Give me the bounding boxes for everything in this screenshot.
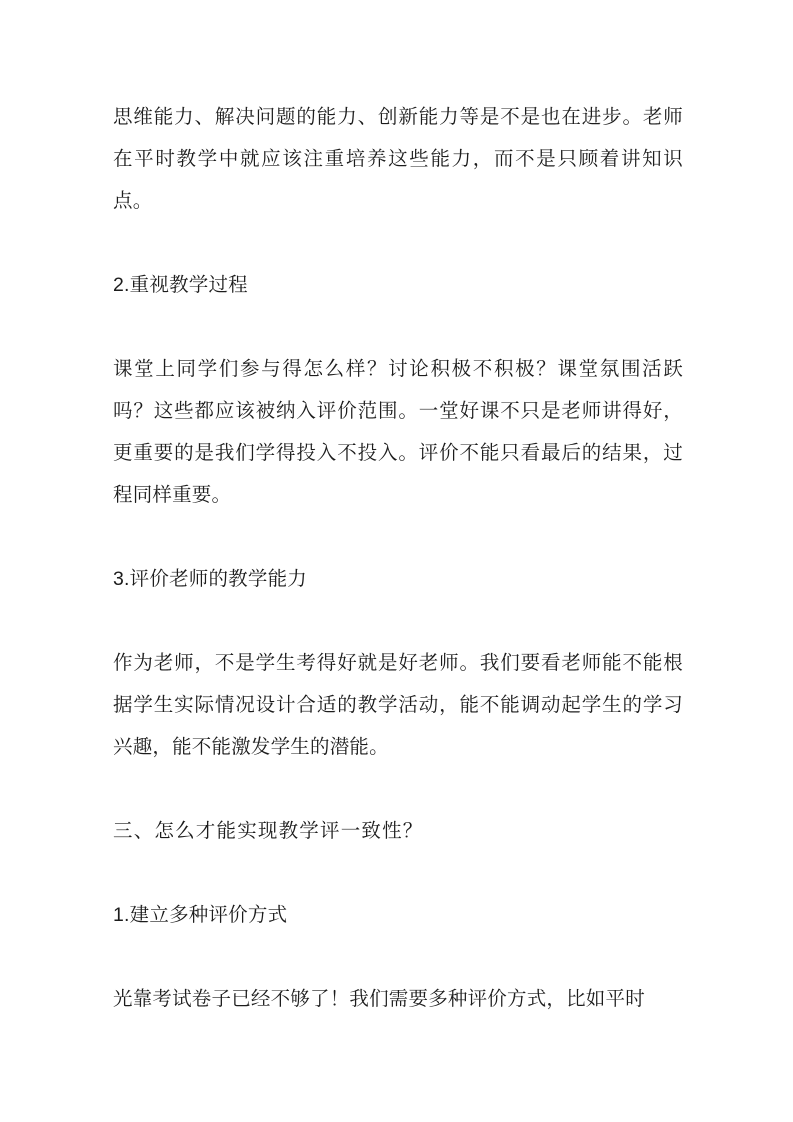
paragraph-teacher-evaluation: 作为老师，不是学生考得好就是好老师。我们要看老师能不能根据学生实际情况设计合适的教学活动，能不能调动起学生的学习兴趣，能不能激发学生的潜能。 bbox=[113, 652, 683, 758]
spacer bbox=[113, 516, 683, 558]
heading-3-teacher-ability: 3.评价老师的教学能力 bbox=[113, 568, 307, 590]
spacer bbox=[113, 852, 683, 894]
heading-2-teaching-process: 2.重视教学过程 bbox=[113, 274, 248, 296]
spacer bbox=[113, 222, 683, 264]
spacer bbox=[113, 768, 683, 810]
paragraph-beyond-exams: 光靠考试卷子已经不够了！我们需要多种评价方式，比如平时 bbox=[113, 988, 645, 1010]
paragraph-classroom-participation: 课堂上同学们参与得怎么样？讨论积极不积极？课堂氛围活跃吗？这些都应该被纳入评价范围。一堂好课不只是老师讲得好，更重要的是我们学得投入不投入。评价不能只看最后的结果，过程同样重要。 bbox=[113, 358, 683, 506]
spacer bbox=[113, 936, 683, 978]
spacer bbox=[113, 600, 683, 642]
document-body bbox=[113, 96, 683, 1020]
paragraph-thinking-abilities: 思维能力、解决问题的能力、创新能力等是不是也在进步。老师在平时教学中就应该注重培养这些能力，而不是只顾着讲知识点。 bbox=[113, 106, 683, 212]
heading-1-multiple-methods: 1.建立多种评价方式 bbox=[113, 904, 288, 926]
section-heading-three: 三、怎么才能实现教学评一致性？ bbox=[113, 820, 424, 842]
spacer bbox=[113, 306, 683, 348]
